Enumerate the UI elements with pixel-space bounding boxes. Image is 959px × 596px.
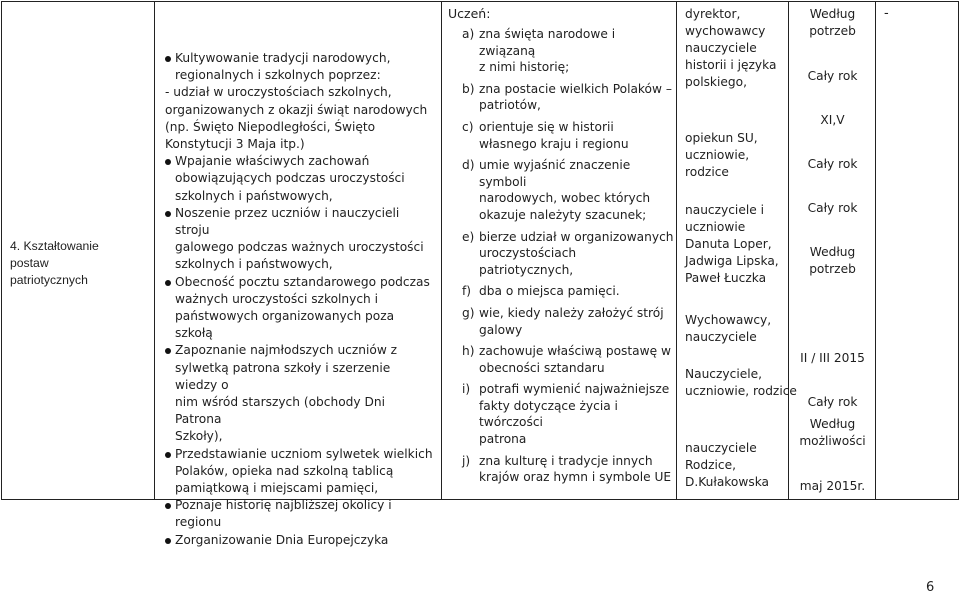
activity-item <box>165 50 435 84</box>
activity-item <box>165 446 435 498</box>
activity-text: Poznaje historię najbliższej okolicy i regionu <box>175 498 392 530</box>
section-label <box>10 238 99 288</box>
goal-letter: d) <box>462 158 475 173</box>
bullet-icon <box>165 205 175 274</box>
responsible-column <box>677 2 797 499</box>
goals-column <box>442 2 677 499</box>
deadline-entry: Cały rok <box>807 69 858 83</box>
goal-item <box>462 229 674 279</box>
activity-item <box>165 342 435 445</box>
deadline-entry: Cały rok <box>807 395 858 409</box>
activity-text: Zapoznanie najmłodszych uczniów z sylwetką patrona szkoły i szerzenie wiedzy o nim wśród starszych (obchody Dni Patrona Szkoły), <box>175 343 398 444</box>
goal-item <box>462 119 674 152</box>
bullet-icon <box>165 50 175 84</box>
goal-letter: b) <box>462 81 475 96</box>
goal-text: bierze udział w organizowanych uroczystościach patriotycznych, <box>479 229 674 277</box>
goal-letter: h) <box>462 344 475 359</box>
activities-list <box>165 50 435 549</box>
activity-text: Wpajanie właściwych zachowań obowiązujących podczas uroczystości szkolnych i państwowych, <box>175 154 405 203</box>
bullet-icon <box>165 274 175 343</box>
responsible-entry: nauczyciele i uczniowie Danuta Loper, Jadwiga Lipska, Paweł Łuczka <box>685 203 779 285</box>
goal-text: zna postacie wielkich Polaków – patriotów, <box>479 81 672 113</box>
activity-item <box>165 84 435 153</box>
goal-item <box>462 283 674 300</box>
responsible-entry: dyrektor, wychowawcy nauczyciele historii i języka polskiego, <box>685 7 777 89</box>
plan-table <box>1 1 959 547</box>
goal-item <box>462 453 674 486</box>
deadline-entry: Według możliwości <box>799 417 866 448</box>
activity-text: Noszenie przez uczniów i nauczycieli stroju galowego podczas ważnych uroczystości szkolnych i państwowych, <box>175 205 424 272</box>
section-label-line: postaw <box>10 255 49 270</box>
responsible-entry: nauczyciele Rodzice, D.Kułakowska <box>685 441 770 489</box>
goal-text: potrafi wymienić najważniejsze fakty dotyczące życia i twórczości patrona <box>479 382 670 447</box>
goal-letter: f) <box>462 284 472 299</box>
activity-text: Przedstawianie uczniom sylwetek wielkich Polaków, opieka nad szkolną tablicą pamiątkową i miejscami pamięci, <box>175 446 433 496</box>
goal-letter: j) <box>462 453 471 468</box>
bullet-icon <box>165 153 175 205</box>
goal-item <box>462 157 674 223</box>
notes-value: - <box>884 6 889 21</box>
bullet-icon <box>165 532 175 549</box>
goal-text: wie, kiedy należy założyć strój galowy <box>479 305 664 337</box>
bullet-icon <box>165 497 175 531</box>
activity-text: Kultywowanie tradycji narodowych, regionalnych i szkolnych poprzez: <box>175 51 391 83</box>
activity-text: Obecność pocztu sztandarowego podczas ważnych uroczystości szkolnych i państwowych organizowanych poza szkołą <box>175 274 430 341</box>
deadline-entry: Cały rok <box>807 201 858 215</box>
activities-column <box>155 2 442 547</box>
goal-text: zachowuje właściwą postawę w obecności sztandaru <box>479 344 671 375</box>
goals-header: Uczeń: <box>448 6 491 21</box>
page-number: 6 <box>926 580 935 595</box>
deadline-entry: II / III 2015 <box>800 351 865 365</box>
goal-letter: a) <box>462 27 475 41</box>
deadline-entry: Cały rok <box>807 157 858 171</box>
section-label-line: patriotycznych <box>10 272 88 287</box>
deadline-entry: Według potrzeb <box>809 245 856 276</box>
goal-text: zna kulturę i tradycje innych krajów oraz hymn i symbole UE <box>479 453 672 485</box>
bullet-icon <box>165 342 175 445</box>
goal-item <box>462 81 674 114</box>
goal-item <box>462 26 674 76</box>
goal-letter: i) <box>462 382 471 397</box>
goal-text: dba o miejsca pamięci. <box>479 284 620 299</box>
activity-item <box>165 274 435 343</box>
responsible-entry: opiekun SU, uczniowie, rodzice <box>685 131 758 179</box>
deadline-entry: Według potrzeb <box>809 7 856 38</box>
activity-item <box>165 497 435 531</box>
goal-letter: g) <box>462 305 475 320</box>
activity-item <box>165 532 435 549</box>
activity-text: Zorganizowanie Dnia Europejczyka <box>175 532 389 547</box>
activity-text: - udział w uroczystościach szkolnych, organizowanych z okazji świąt narodowych (np. Święto Niepodległości, Święto Konstytucji 3 Maja itp.) <box>165 85 428 152</box>
goal-item <box>462 343 674 376</box>
bullet-icon <box>165 446 175 498</box>
goal-text: umie wyjaśnić znaczenie symboli narodowych, wobec których okazuje należyty szacunek; <box>479 158 651 222</box>
activity-item <box>165 153 435 205</box>
responsible-entry: Nauczyciele, uczniowie, rodzice <box>685 367 797 398</box>
goal-letter: e) <box>462 229 475 244</box>
deadline-column <box>789 2 876 499</box>
goal-item <box>462 305 674 338</box>
goal-text: orientuje się w historii własnego kraju i regionu <box>479 119 629 151</box>
deadline-entry: maj 2015r. <box>799 479 866 493</box>
section-column <box>2 2 155 499</box>
goal-item <box>462 381 674 447</box>
deadline-entry: XI,V <box>820 113 845 127</box>
goal-text: zna święta narodowe i związaną z nimi historię; <box>479 27 616 75</box>
goals-list <box>462 26 674 491</box>
notes-column <box>876 2 958 499</box>
responsible-entry: Wychowawcy, nauczyciele <box>685 313 772 344</box>
activity-item <box>165 205 435 274</box>
goal-letter: c) <box>462 119 474 134</box>
section-label-line: 4. Kształtowanie <box>10 239 99 253</box>
